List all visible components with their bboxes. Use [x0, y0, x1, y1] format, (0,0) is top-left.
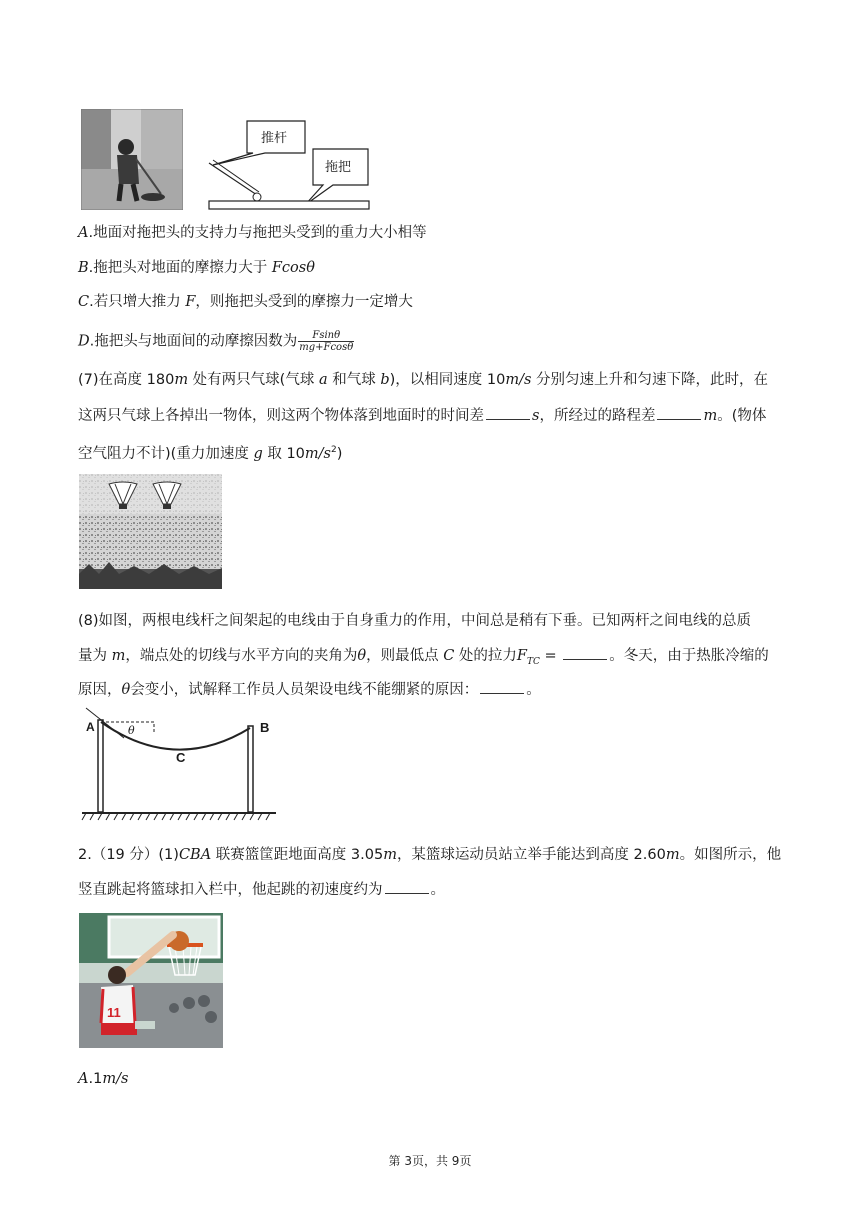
q2-option-a: A.1m/s — [78, 1071, 129, 1087]
label-c: C — [176, 750, 186, 765]
basketball-photo — [79, 913, 223, 1048]
friction-fraction: $\frac{Fsin\theta}{mg+Fcos\theta}$ — [299, 330, 354, 353]
answer-blank[interactable] — [657, 405, 701, 420]
label-b: B — [260, 720, 270, 735]
q2-line-1: 2.（19 分）(1)CBA 联赛篮筐距地面高度 3.05m，某篮球运动员站立举手能达到高度 2.60m。如图所示，他 — [78, 847, 782, 863]
answer-blank[interactable] — [563, 645, 607, 660]
answer-blank[interactable] — [385, 879, 429, 894]
mop-callout-pushrod: 推杆 — [261, 131, 288, 146]
q8-line-2: 量为 m，端点处的切线与水平方向的夹角为θ，则最低点 C 处的拉力$F_{TC}$ = 。冬天，由于热胀冷缩的 — [78, 645, 769, 672]
q7-line-2: 这两只气球上各掉出一物体，则这两个物体落到地面时的时间差 s，所经过的路程差 m。(物体 — [78, 405, 766, 426]
answer-blank[interactable] — [486, 405, 530, 420]
power-line-diagram — [80, 706, 280, 830]
page-footer: 第 3页，共 9页 — [388, 1154, 472, 1168]
option-d: D.拖把头与地面间的动摩擦因数为 $\frac{Fsin\theta}{mg+Fcos\theta}$ — [78, 330, 354, 353]
mop-diagram — [205, 113, 375, 213]
option-c: C.若只增大推力 F，则拖把头受到的摩擦力一定增大 — [78, 294, 413, 310]
mop-callout-head: 拖把 — [325, 160, 352, 175]
option-b: B.拖把头对地面的摩擦力大于 Fcosθ — [78, 260, 315, 276]
mop-photo — [81, 109, 183, 210]
q7-line-1: (7)在高度 180m 处有两只气球(气球 a 和气球 b)，以相同速度 10m/s 分别匀速上升和匀速下降，此时，在 — [78, 372, 769, 388]
answer-blank[interactable] — [480, 679, 524, 694]
q8-line-1: (8)如图，两根电线杆之间架起的电线由于自身重力的作用，中间总是稍有下垂。已知两杆之间电线的总质 — [78, 613, 752, 629]
q2-line-2: 竖直跳起将篮球扣入栏中，他起跳的初速度约为 。 — [78, 879, 445, 900]
jersey-number: 11 — [107, 1005, 121, 1020]
q8-line-3: 原因，θ会变小，试解释工作员人员架设电线不能绷紧的原因： 。 — [78, 679, 541, 700]
balloon-photo — [79, 474, 222, 589]
option-a: A.地面对拖把头的支持力与拖把头受到的重力大小相等 — [78, 225, 427, 241]
label-theta: θ — [128, 724, 135, 737]
q7-line-3: 空气阻力不计)(重力加速度 g 取 $10m/s^2$) — [78, 445, 343, 462]
label-a: A — [86, 720, 95, 734]
